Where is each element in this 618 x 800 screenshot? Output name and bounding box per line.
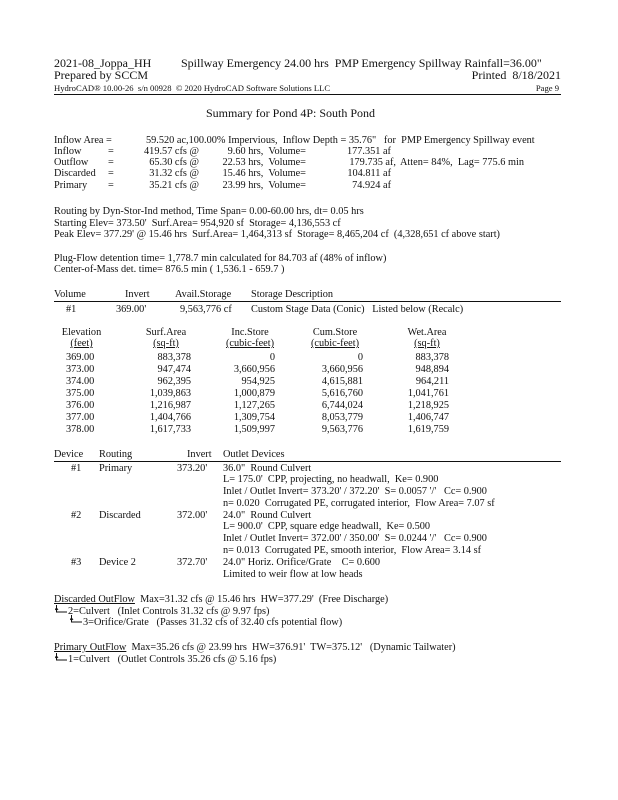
cell-wet-area: 948,894	[415, 364, 449, 375]
primary-outflow-label: Primary OutFlow	[54, 642, 127, 653]
primary-child-culvert: 1=Culvert (Outlet Controls 35.26 cfs @ 5.16 fps)	[68, 654, 277, 665]
cell-inc-store: 0	[269, 352, 275, 363]
device-number: #3	[71, 557, 82, 568]
inflow-area-label: Inflow Area =	[54, 135, 112, 146]
volume-description: Custom Stage Data (Conic) Listed below (Recalc)	[251, 304, 464, 315]
col-header-surf-area: Surf.Area	[145, 327, 187, 338]
summary-volume: 74.924 af	[352, 180, 391, 191]
cell-cum-store: 8,053,779	[321, 412, 363, 423]
cell-cum-store: 4,615,881	[321, 376, 363, 387]
col-header-cum-store: Cum.Store	[312, 327, 358, 338]
device-line: Limited to weir flow at low heads	[223, 569, 363, 580]
col-header-volume: Volume	[54, 289, 86, 300]
cell-inc-store: 1,309,754	[233, 412, 275, 423]
cell-wet-area: 883,378	[415, 352, 449, 363]
device-routing: Primary	[99, 463, 133, 474]
cell-wet-area: 1,041,761	[407, 388, 449, 399]
volume-storage: 9,563,776 cf	[180, 304, 232, 315]
device-invert: 373.20'	[177, 463, 208, 474]
page-title: Summary for Pond 4P: South Pond	[206, 106, 376, 120]
printed-date: Printed 8/18/2021	[471, 68, 561, 82]
cell-wet-area: 1,218,925	[407, 400, 449, 411]
cell-cum-store: 0	[357, 352, 363, 363]
header-rule	[54, 94, 561, 95]
summary-eq: =	[108, 146, 114, 157]
cell-surf-area: 962,395	[157, 376, 191, 387]
devices-header-rule	[54, 461, 561, 462]
inflow-area-value: 59.520 ac,100.00% Impervious, Inflow Depth = 35.76" for PMP Emergency Spillway event	[146, 135, 535, 146]
cell-inc-store: 3,660,956	[233, 364, 275, 375]
col-header-invert: Invert	[187, 449, 212, 460]
col-header-routing: Routing	[99, 449, 133, 460]
cell-wet-area: 964,211	[415, 376, 449, 387]
summary-hrs: 23.99 hrs, Volume=	[222, 180, 306, 191]
software-line: HydroCAD® 10.00-26 s/n 00928 © 2020 HydroCAD Software Solutions LLC	[54, 83, 331, 93]
cell-cum-store: 3,660,956	[321, 364, 363, 375]
device-invert: 372.00'	[177, 510, 208, 521]
cell-inc-store: 1,127,265	[233, 400, 275, 411]
summary-extra: Atten= 84%, Lag= 775.6 min	[400, 157, 525, 168]
summary-volume: 179.735 af,	[349, 157, 396, 168]
device-number: #2	[71, 510, 82, 521]
cell-surf-area: 1,404,766	[149, 412, 191, 423]
cell-inc-store: 1,509,997	[233, 424, 275, 435]
cell-surf-area: 1,216,987	[149, 400, 191, 411]
discarded-child-culvert: 2=Culvert (Inlet Controls 31.32 cfs @ 9.97 fps)	[68, 606, 270, 617]
summary-hrs: 9.60 hrs, Volume=	[227, 146, 306, 157]
device-line: Inlet / Outlet Invert= 372.00' / 350.00' S= 0.0244 '/' Cc= 0.900	[223, 533, 487, 544]
cell-elevation: 376.00	[66, 400, 95, 411]
summary-eq: =	[108, 157, 114, 168]
summary-hrs: 22.53 hrs, Volume=	[222, 157, 306, 168]
cell-elevation: 377.00	[66, 412, 95, 423]
cell-elevation: 375.00	[66, 388, 95, 399]
cell-surf-area: 1,617,733	[149, 424, 191, 435]
discarded-child-orifice: 3=Orifice/Grate (Passes 31.32 cfs of 32.40 cfs potential flow)	[83, 617, 343, 628]
cell-surf-area: 947,474	[157, 364, 191, 375]
device-line: 24.0" Round Culvert	[223, 510, 312, 521]
summary-label: Primary	[54, 180, 88, 191]
peak-elevation: Peak Elev= 377.29' @ 15.46 hrs Surf.Area= 1,464,313 sf Storage= 8,465,204 cf (4,328,651 cf above start)	[54, 229, 500, 240]
device-line: L= 175.0' CPP, projecting, no headwall, Ke= 0.900	[223, 474, 439, 485]
starting-elevation: Starting Elev= 373.50' Surf.Area= 954,920 sf Storage= 4,136,553 cf	[54, 218, 341, 229]
cell-elevation: 373.00	[66, 364, 95, 375]
primary-outflow-line	[54, 642, 456, 654]
device-number: #1	[71, 463, 82, 474]
device-line: 24.0" Horiz. Orifice/Grate C= 0.600	[223, 557, 380, 568]
col-unit-elevation: (feet)	[70, 338, 93, 349]
col-unit-wet-area: (sq-ft)	[414, 338, 440, 349]
device-line: L= 900.0' CPP, square edge headwall, Ke= 0.500	[223, 521, 431, 532]
col-unit-surf-area: (sq-ft)	[153, 338, 179, 349]
cell-inc-store: 954,925	[241, 376, 275, 387]
cell-elevation: 378.00	[66, 424, 95, 435]
tree-arrow-icon	[55, 653, 69, 667]
storm-description: Spillway Emergency 24.00 hrs PMP Emergency Spillway Rainfall=36.00"	[181, 56, 542, 70]
summary-volume: 177.351 af	[346, 146, 391, 157]
col-header-device: Device	[54, 449, 84, 460]
summary-label: Outflow	[54, 157, 89, 168]
col-header-elevation: Elevation	[61, 327, 102, 338]
cell-inc-store: 1,000,879	[233, 388, 275, 399]
page-number: Page 9	[535, 83, 559, 93]
device-routing: Device 2	[99, 557, 136, 568]
col-header-wet-area: Wet.Area	[407, 327, 447, 338]
cell-elevation: 369.00	[66, 352, 95, 363]
summary-volume: 104.811 af	[347, 168, 391, 179]
primary-outflow-text: Max=35.26 cfs @ 23.99 hrs HW=376.91' TW=375.12' (Dynamic Tailwater)	[126, 642, 456, 653]
device-line: Inlet / Outlet Invert= 373.20' / 372.20' S= 0.0057 '/' Cc= 0.900	[223, 486, 487, 497]
device-line: n= 0.013 Corrugated PE, smooth interior, Flow Area= 3.14 sf	[223, 545, 482, 556]
summary-eq: =	[108, 168, 114, 179]
volume-header-rule	[54, 301, 561, 302]
device-routing: Discarded	[99, 510, 141, 521]
cell-wet-area: 1,619,759	[407, 424, 449, 435]
summary-hrs: 15.46 hrs, Volume=	[222, 168, 306, 179]
project-name: 2021-08_Joppa_HH	[54, 56, 152, 70]
plug-flow-detention: Plug-Flow detention time= 1,778.7 min calculated for 84.703 af (48% of inflow)	[54, 253, 387, 264]
cell-cum-store: 6,744,024	[321, 400, 363, 411]
summary-label: Discarded	[54, 168, 96, 179]
volume-number: #1	[66, 304, 77, 315]
cell-wet-area: 1,406,747	[407, 412, 449, 423]
col-unit-cum-store: (cubic-feet)	[310, 338, 359, 349]
discarded-outflow-line	[54, 594, 388, 606]
summary-eq: =	[108, 180, 114, 191]
col-header-outlet-devices: Outlet Devices	[223, 449, 285, 460]
cell-cum-store: 9,563,776	[321, 424, 363, 435]
col-header-storage-description: Storage Description	[251, 289, 334, 300]
cell-surf-area: 883,378	[157, 352, 191, 363]
summary-label: Inflow	[54, 146, 82, 157]
summary-cfs: 65.30 cfs @	[149, 157, 199, 168]
col-header-inc-store: Inc.Store	[231, 327, 269, 338]
col-header-avail-storage: Avail.Storage	[175, 289, 232, 300]
col-header-invert: Invert	[125, 289, 150, 300]
cell-surf-area: 1,039,863	[149, 388, 191, 399]
center-of-mass-detention: Center-of-Mass det. time= 876.5 min ( 1,536.1 - 659.7 )	[54, 264, 285, 275]
device-line: 36.0" Round Culvert	[223, 463, 312, 474]
volume-invert: 369.00'	[116, 304, 147, 315]
summary-cfs: 419.57 cfs @	[144, 146, 199, 157]
col-unit-inc-store: (cubic-feet)	[225, 338, 274, 349]
cell-cum-store: 5,616,760	[321, 388, 363, 399]
cell-elevation: 374.00	[66, 376, 95, 387]
summary-cfs: 31.32 cfs @	[149, 168, 199, 179]
summary-cfs: 35.21 cfs @	[149, 180, 199, 191]
routing-method: Routing by Dyn-Stor-Ind method, Time Span= 0.00-60.00 hrs, dt= 0.05 hrs	[54, 206, 364, 217]
device-line: n= 0.020 Corrugated PE, corrugated interior, Flow Area= 7.07 sf	[223, 498, 495, 509]
tree-arrow-icon	[55, 605, 69, 631]
prepared-by: Prepared by SCCM	[54, 68, 148, 82]
tree-arrow-icon	[70, 615, 84, 629]
discarded-outflow-text: Max=31.32 cfs @ 15.46 hrs HW=377.29' (Free Discharge)	[134, 594, 389, 605]
device-invert: 372.70'	[177, 557, 208, 568]
discarded-outflow-label: Discarded OutFlow	[54, 594, 135, 605]
